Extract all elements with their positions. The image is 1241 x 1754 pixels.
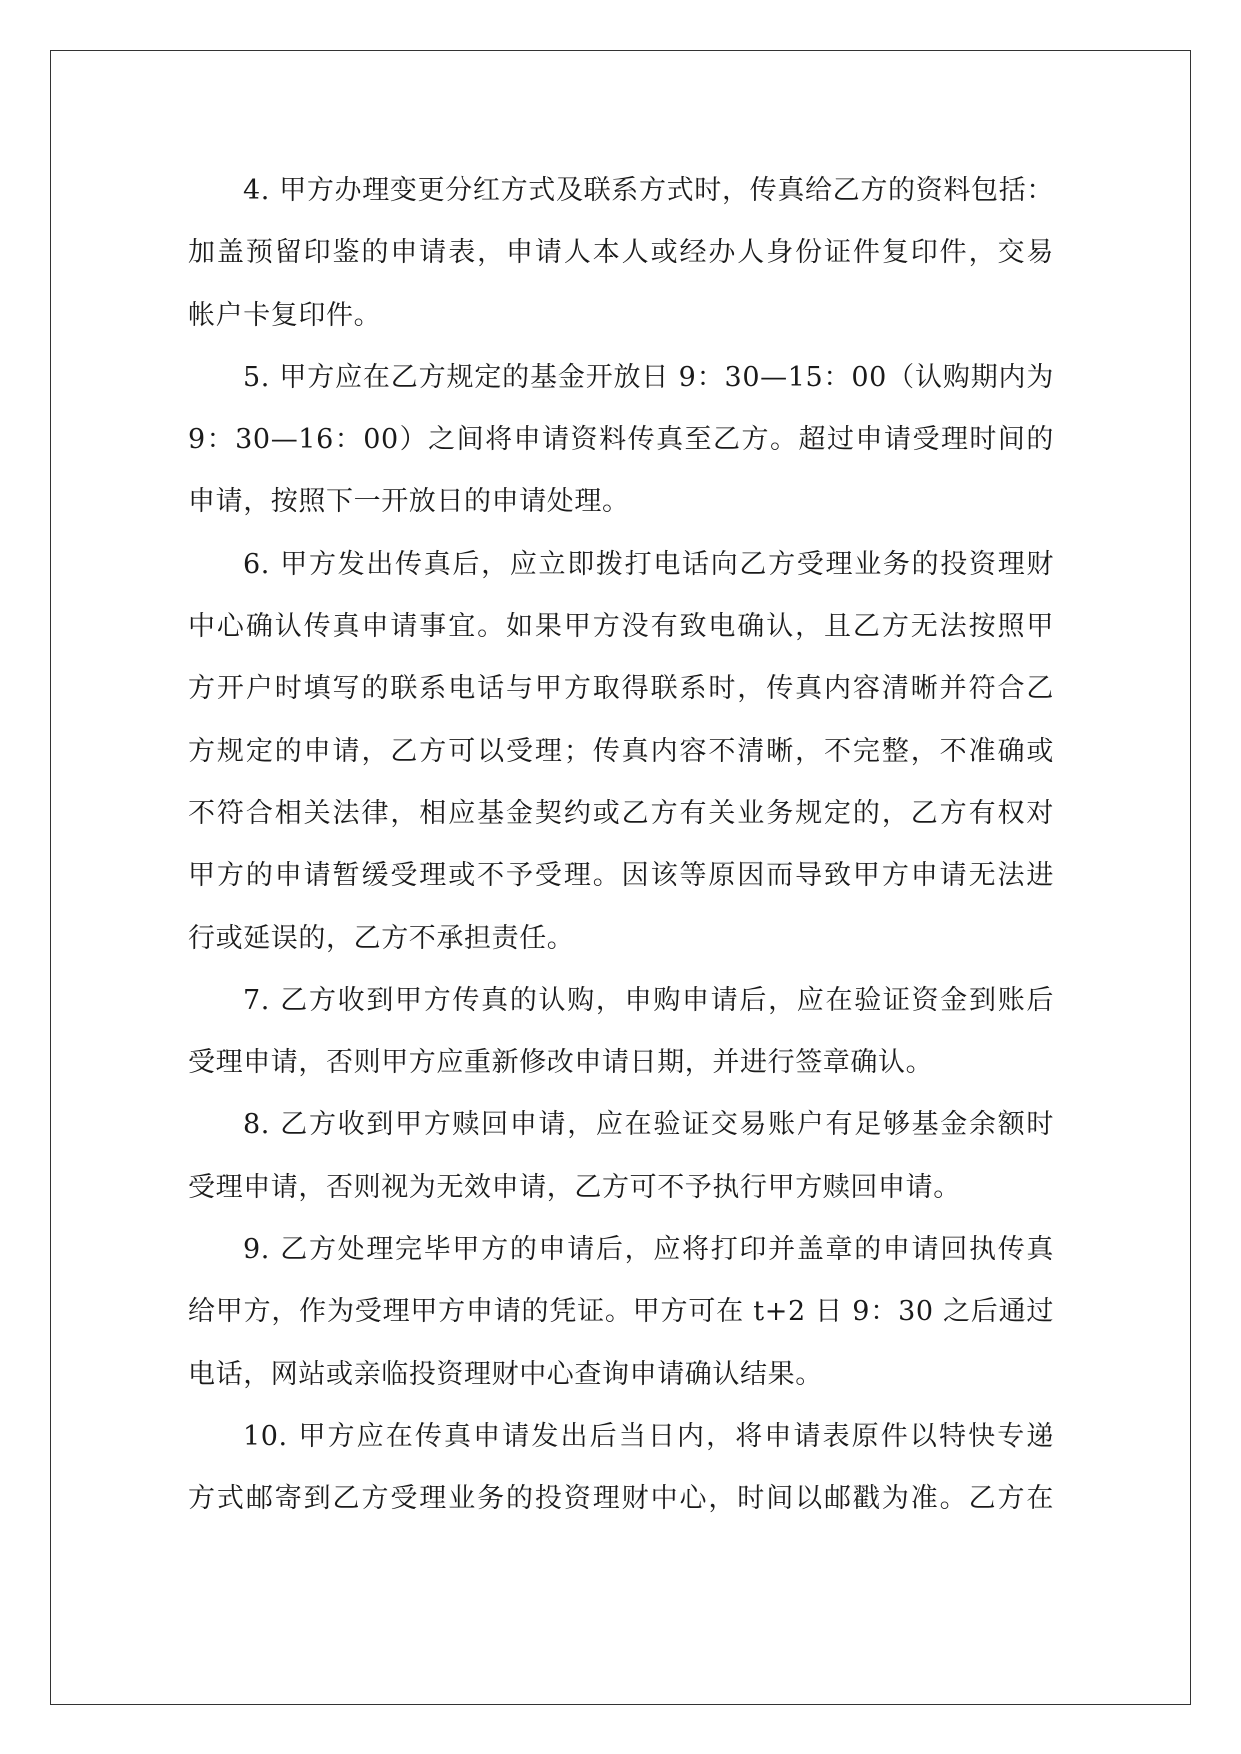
paragraph-6-line-5: 不符合相关法律，相应基金契约或乙方有关业务规定的，乙方有权对	[188, 797, 1054, 829]
paragraph-8-line-1: 8. 乙方收到甲方赎回申请，应在验证交易账户有足够基金余额时	[243, 1109, 1054, 1141]
paragraph-10-line-2: 方式邮寄到乙方受理业务的投资理财中心，时间以邮戳为准。乙方在	[188, 1483, 1054, 1515]
paragraph-7-line-1: 7. 乙方收到甲方传真的认购，申购申请后，应在验证资金到账后	[243, 984, 1054, 1016]
paragraph-9-line-1: 9. 乙方处理完毕甲方的申请后，应将打印并盖章的申请回执传真	[243, 1234, 1054, 1266]
paragraph-5-line-3: 申请，按照下一开放日的申请处理。	[188, 486, 630, 518]
paragraph-6-line-7: 行或延误的，乙方不承担责任。	[188, 922, 575, 954]
document-body	[188, 160, 1054, 1531]
paragraph-4-line-3: 帐户卡复印件。	[188, 299, 382, 331]
paragraph-6-line-1: 6. 甲方发出传真后，应立即拨打电话向乙方受理业务的投资理财	[243, 548, 1054, 580]
paragraph-10-line-1: 10. 甲方应在传真申请发出后当日内，将申请表原件以特快专递	[243, 1420, 1054, 1452]
paragraph-5-line-2: 9：30—16：00）之间将申请资料传真至乙方。超过申请受理时间的	[188, 424, 1054, 456]
paragraph-7-line-2: 受理申请，否则甲方应重新修改申请日期，并进行签章确认。	[188, 1047, 934, 1079]
paragraph-9-line-3: 电话，网站或亲临投资理财中心查询申请确认结果。	[188, 1358, 823, 1390]
paragraph-4-line-1: 4. 甲方办理变更分红方式及联系方式时，传真给乙方的资料包括：	[243, 175, 1054, 206]
paragraph-8-line-2: 受理申请，否则视为无效申请，乙方可不予执行甲方赎回申请。	[188, 1171, 961, 1203]
paragraph-5-line-1: 5. 甲方应在乙方规定的基金开放日 9：30—15：00（认购期内为	[243, 361, 1054, 393]
paragraph-4-line-2: 加盖预留印鉴的申请表，申请人本人或经办人身份证件复印件，交易	[188, 237, 1054, 269]
paragraph-6-line-2: 中心确认传真申请事宜。如果甲方没有致电确认，且乙方无法按照甲	[188, 611, 1054, 643]
paragraph-6-line-6: 甲方的申请暂缓受理或不予受理。因该等原因而导致甲方申请无法进	[188, 860, 1054, 892]
paragraph-6-line-3: 方开户时填写的联系电话与甲方取得联系时，传真内容清晰并符合乙	[188, 673, 1054, 705]
paragraph-6-line-4: 方规定的申请，乙方可以受理；传真内容不清晰，不完整，不准确或	[188, 735, 1054, 767]
paragraph-9-line-2: 给甲方，作为受理甲方申请的凭证。甲方可在 t+2 日 9：30 之后通过	[188, 1296, 1054, 1328]
